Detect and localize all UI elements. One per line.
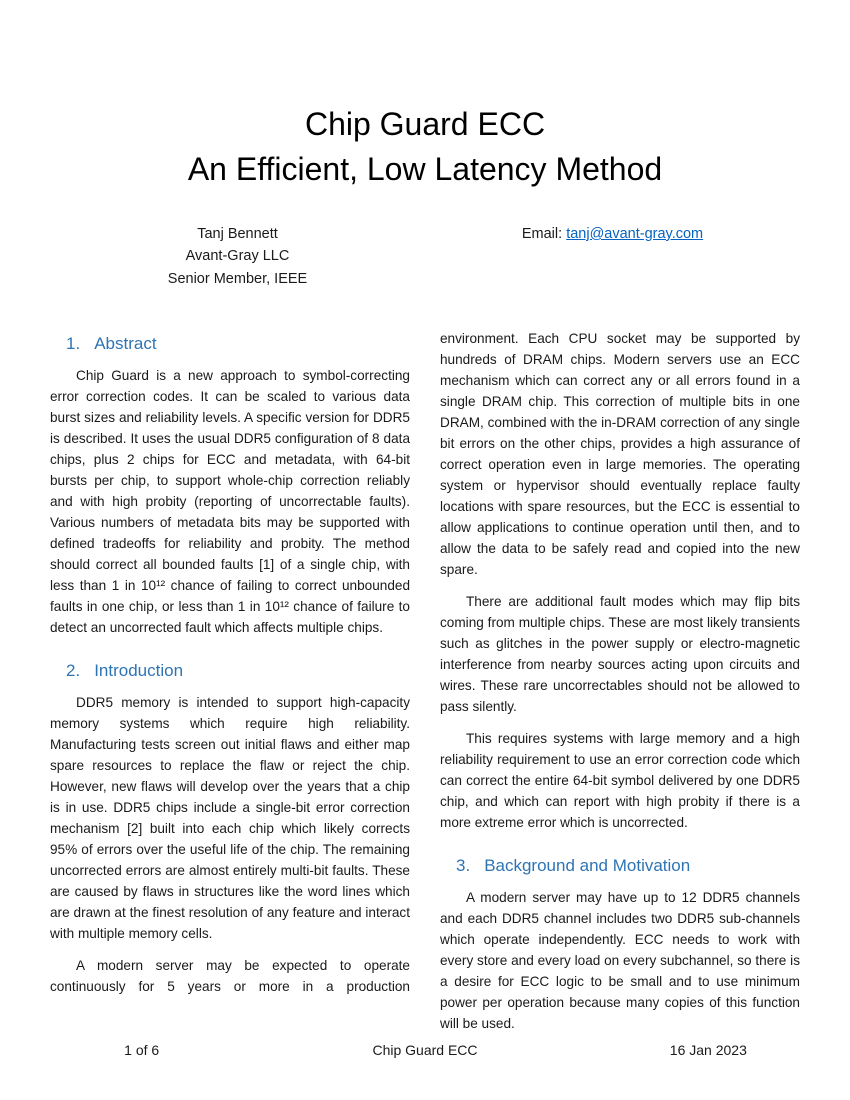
section-label: Introduction: [94, 661, 184, 681]
introduction-paragraph-2-start: A modern server may be expected to operate continuously for 5 years or more in a production: [50, 958, 410, 995]
section-number: 1.: [66, 334, 81, 354]
author-membership: Senior Member, IEEE: [167, 270, 308, 287]
byline-row: [0, 223, 850, 290]
introduction-paragraph-4: This requires systems with large memory and a high reliability requirement to use an error correction code which can correct the entire 64-bit symbol delivered by one DDR5 chip, and which can report with high probity if there is a more extreme error which is uncorrected.: [440, 731, 800, 831]
section-heading-abstract: [50, 333, 410, 355]
section-label: Abstract: [94, 334, 157, 354]
author-affiliation: Avant-Gray LLC: [185, 248, 290, 265]
author-block: [50, 223, 425, 290]
author-name: Tanj Bennett: [197, 225, 278, 242]
paper-title-line2: An Efficient, Low Latency Method: [187, 151, 663, 188]
section-number: 3.: [456, 856, 471, 876]
email-label: Email:: [521, 225, 563, 242]
page-footer: [0, 1042, 850, 1058]
section-number: 2.: [66, 661, 81, 681]
section-heading-introduction: [50, 660, 410, 682]
footer-page-number: 1 of 6: [124, 1042, 160, 1058]
section-heading-background: [440, 855, 800, 877]
right-column: [440, 328, 800, 1045]
email-link[interactable]: tanj@avant-gray.com: [566, 225, 704, 242]
paper-title-line1: Chip Guard ECC: [304, 106, 546, 142]
abstract-paragraph: Chip Guard is a new approach to symbol-correcting error correction codes. It can be scaled to various data burst sizes and reliability levels. A specific version for DDR5 is described. It uses the usual DDR5 configuration of 8 data chips, plus 2 chips for ECC and metadata, with 64-bit bursts per chip, to support whole-chip correction reliably and with high probity (reporting of uncorrectable faults). Various numbers of metadata bits may be supported with defined tradeoffs for reliability and probity. The method should correct all bounded faults [1] of a single chip, with less than 1 in 10¹² chance of failing to correct unbounded faults in one chip, or less than 1 in 10¹² chance of failure to detect an uncorrected fault which affects multiple chips.: [50, 368, 410, 636]
contact-block: [425, 223, 800, 290]
paper-title: [0, 0, 850, 193]
left-column: [50, 328, 410, 1045]
introduction-paragraph-2-continued: environment. Each CPU socket may be supported by hundreds of DRAM chips. Modern servers use an ECC mechanism which can correct any or all errors found in a single DRAM chip. This correction of multiple bits in one DRAM, combined with the in-DRAM correction of any single bit errors on the other chips, provides a high assurance of correct operation even in large memories. The operating system or hypervisor should eventually replace faulty locations with spare resources, but the ECC is essential to allow applications to continue operation until then, and to allow the data to be safely read and copied into the new spare.: [440, 331, 800, 578]
section-label: Background and Motivation: [484, 856, 691, 876]
background-paragraph-1: A modern server may have up to 12 DDR5 channels and each DDR5 channel includes two DDR5 sub-channels which operate independently. ECC needs to work with every store and every load on every subchannel, so there is a desire for ECC logic to be small and to use minimum power per operation because many copies of this function will be used.: [440, 890, 800, 1032]
two-column-body: [0, 328, 850, 1045]
footer-running-title: Chip Guard ECC: [372, 1042, 478, 1058]
introduction-paragraph-3: There are additional fault modes which may flip bits coming from multiple chips. These are most likely transients such as glitches in the power supply or electro-magnetic interference from nearby sources acting upon circuits and wires. These rare uncorrectables should not be allowed to pass silently.: [440, 594, 800, 715]
introduction-paragraph-1: DDR5 memory is intended to support high-capacity memory systems which require high reliability. Manufacturing tests screen out initial flaws and either map spare resources to replace the flaw or reject the chip. However, new flaws will develop over the years that a chip is in use. DDR5 chips include a single-bit error correction mechanism [2] built into each chip which likely corrects 95% of errors over the useful life of the chip. The remaining uncorrected errors are almost entirely multi-bit faults. These are caused by flaws in structures like the word lines which are drawn at the finest resolution of any feature and interact with multiple memory cells.: [50, 695, 410, 942]
footer-date: 16 Jan 2023: [669, 1042, 747, 1058]
